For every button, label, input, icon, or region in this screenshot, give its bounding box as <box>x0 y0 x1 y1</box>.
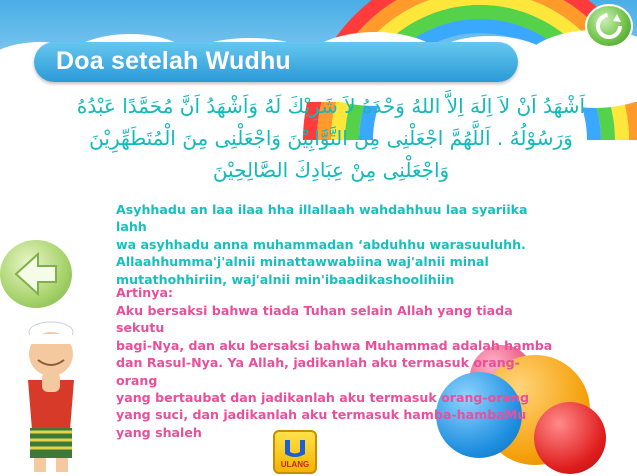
arabic-line: اَشْهَدُ اَنْ لاَ اِلَهَ اِلاَّ اللهُ وَحْدَهُ لاَ شَرِيْكَ لَهُ وَاَشْهَدُ اَنَّ مُحَمَّدًا عَبْدُهُ <box>76 94 586 118</box>
latin-line: mutathohhiriin, waj'alnii min'ibaadikashoolihiin <box>116 271 455 287</box>
ulang-label: ULANG <box>280 460 310 469</box>
arabic-line: وَرَسُوْلُهُ . اَللَّهُمَّ اجْعَلْنِى مِنَ التَّوَّابِيْنَ وَاجْعَلْنِى مِنَ الْمُتَطَهِّرِيْنَ <box>89 126 573 150</box>
refresh-button[interactable] <box>585 4 633 48</box>
praying-child-illustration <box>8 320 94 476</box>
latin-line: wa asyhhadu anna muhammadan ‘abduhhu warasuuluhh. <box>116 236 526 252</box>
meaning-line: dan Rasul-Nya. Ya Allah, jadikanlah aku termasuk orang-orang <box>116 355 520 388</box>
latin-transliteration <box>116 201 556 288</box>
meaning-label: Artinya: <box>116 285 174 300</box>
meaning-line: yang shaleh <box>116 424 202 440</box>
back-button[interactable] <box>0 240 72 308</box>
arabic-line: وَاجْعَلْنِى مِنْ عِبَادِكَ الصَّالِحِيْنَ <box>212 158 450 182</box>
meaning-line: yang suci, dan jadikanlah aku termasuk hamba-hambaMu <box>116 407 527 423</box>
arrow-left-icon <box>0 240 72 308</box>
meaning-text <box>116 302 556 441</box>
meaning-line: yang bertaubat dan jadikanlah aku termasuk orang-orang <box>116 390 530 406</box>
latin-line: Allaahhumma'j'alnii minattawwabiina waj'alnii minal <box>116 254 489 270</box>
refresh-icon <box>587 6 631 46</box>
latin-line: Asyhhadu an laa ilaa hha illallaah wahdahhuu laa syariika lahh <box>116 202 528 235</box>
page-title: Doa setelah Wudhu <box>56 47 291 75</box>
arabic-prayer <box>40 90 622 186</box>
meaning-line: bagi-Nya, dan aku bersaksi bahwa Muhammad adalah hamba <box>116 337 553 353</box>
ulang-button[interactable] <box>273 430 317 474</box>
meaning-line: Aku bersaksi bahwa tiada Tuhan selain Allah yang tiada sekutu <box>116 303 513 336</box>
